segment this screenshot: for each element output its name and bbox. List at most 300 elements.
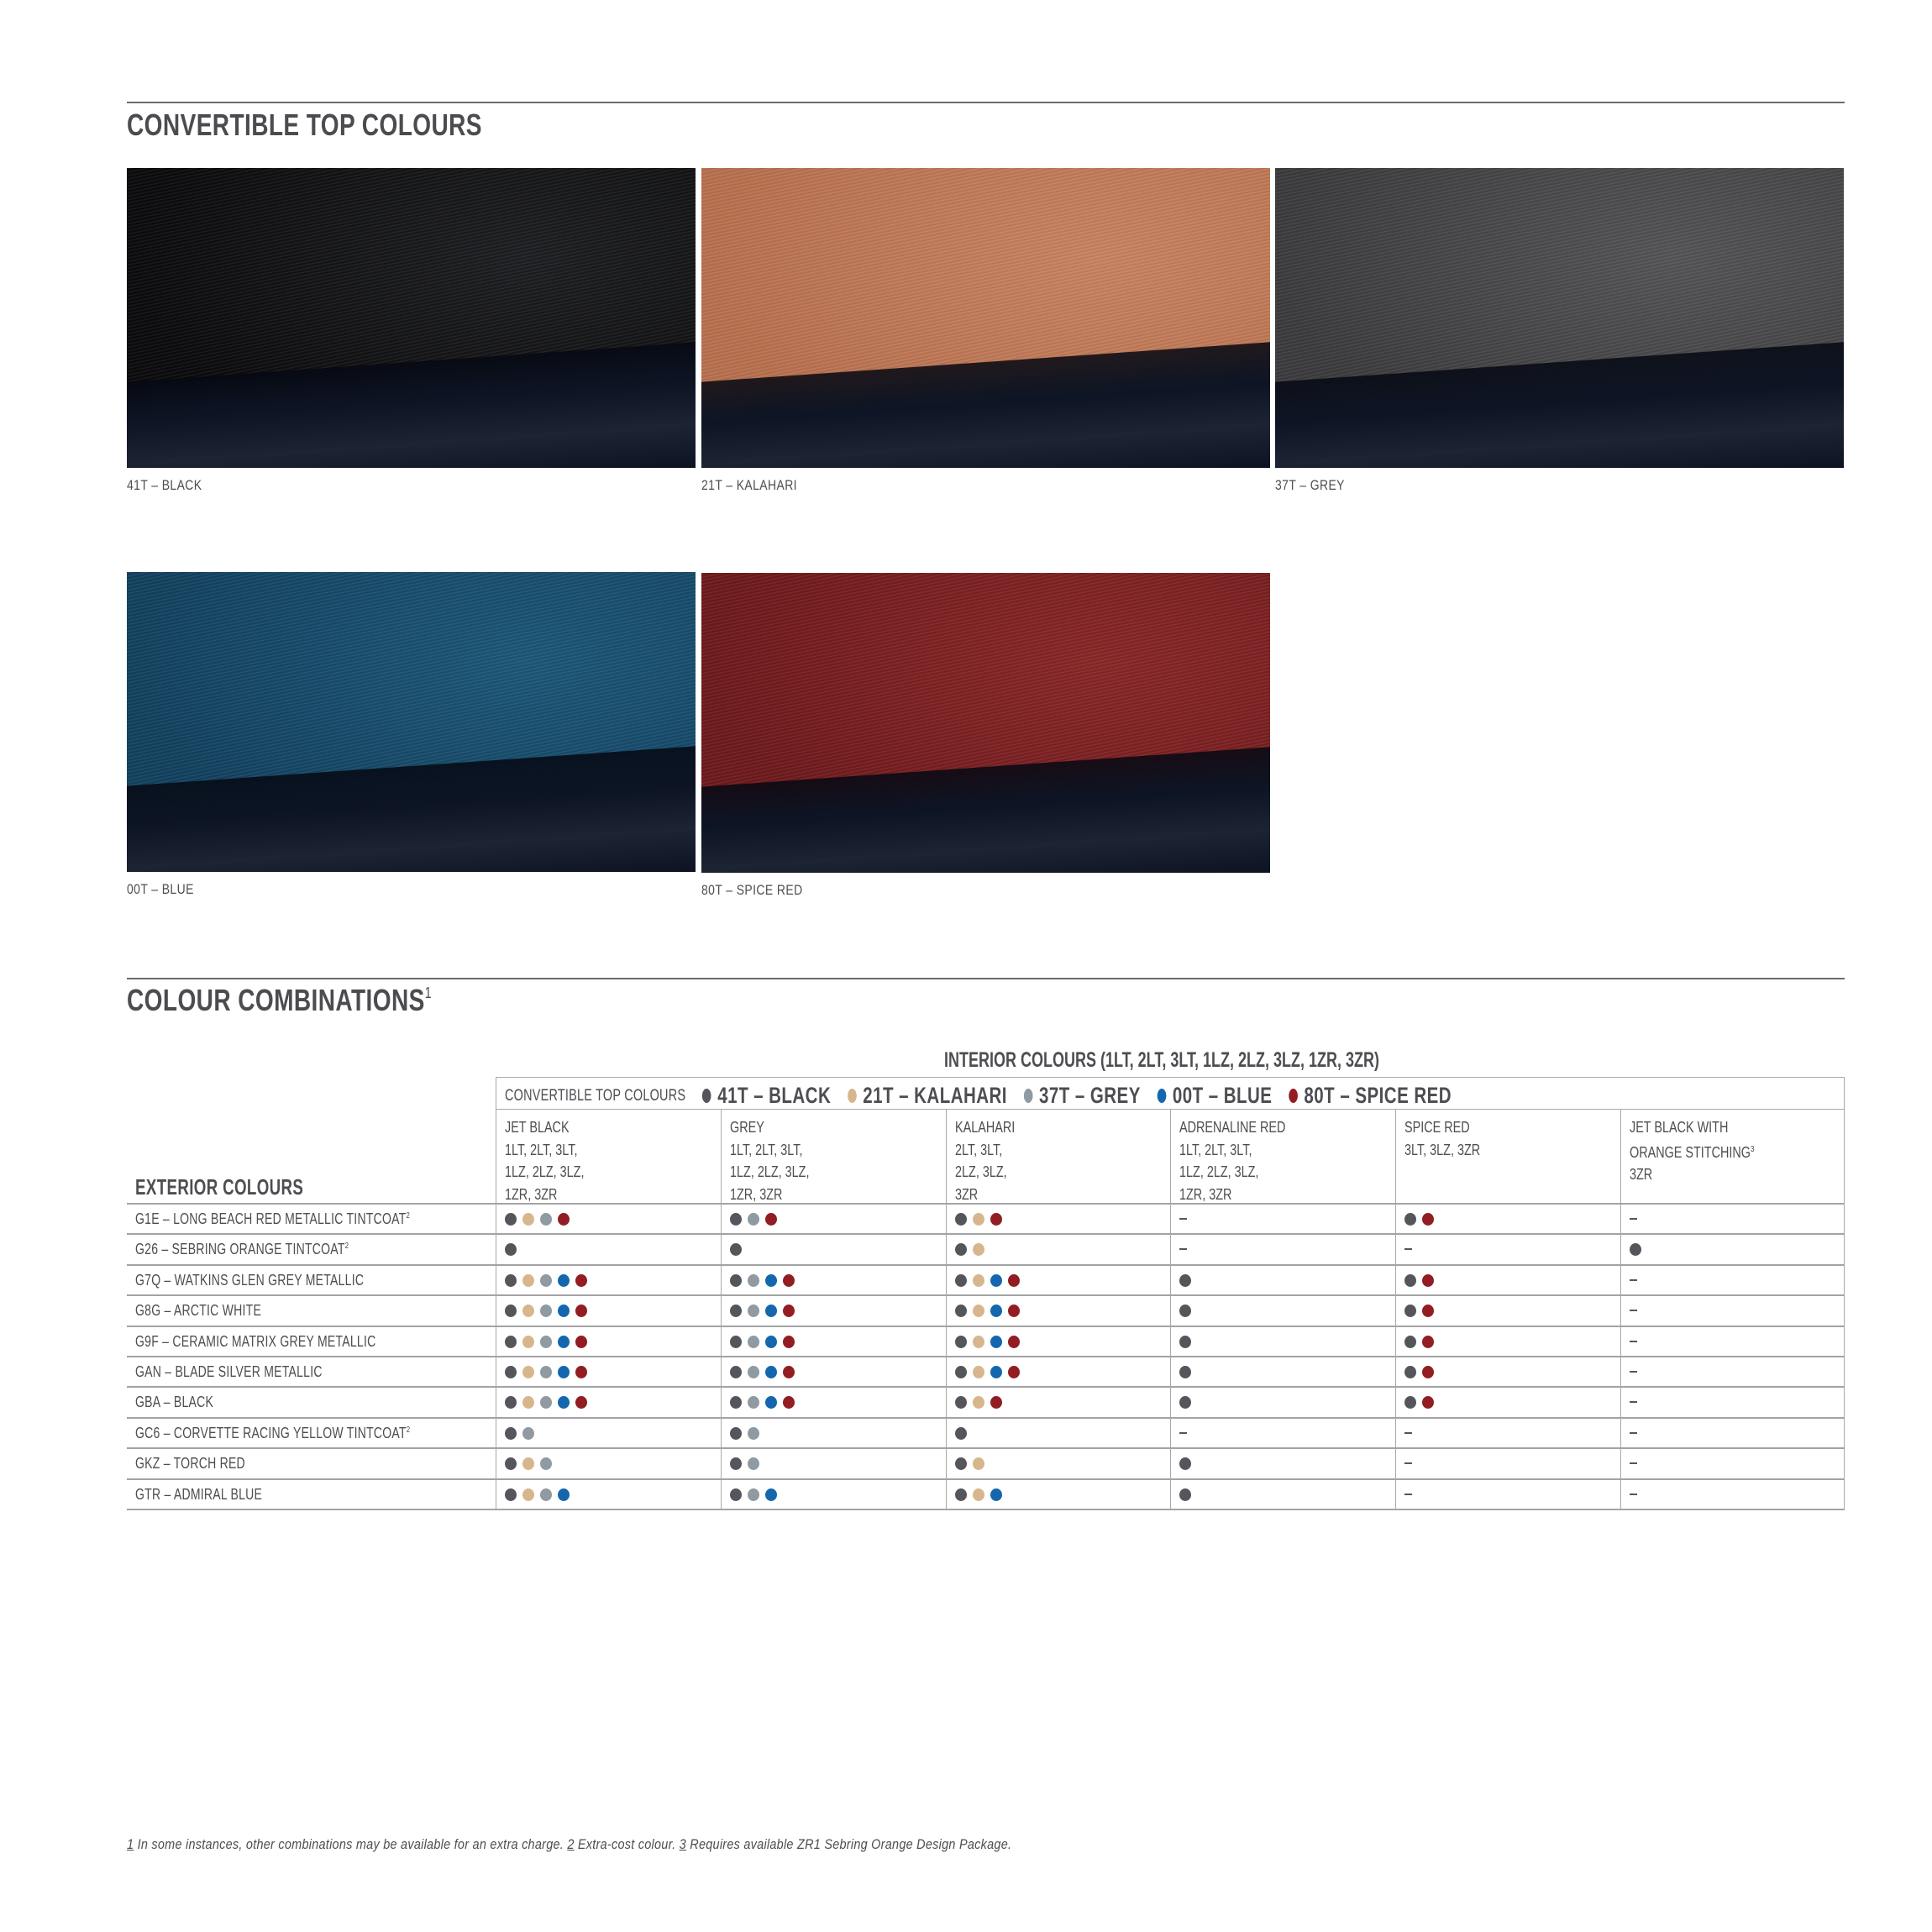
- available-top-colours: [955, 1336, 1020, 1348]
- color-dot-icon-red: [783, 1366, 795, 1378]
- color-dot-icon-black: [1404, 1396, 1416, 1409]
- color-dot-icon-grey: [540, 1213, 552, 1226]
- color-dot-icon-kalahari: [973, 1213, 984, 1226]
- exterior-colour-name: GBA – BLACK: [135, 1394, 214, 1411]
- not-available-dash-icon: [1404, 1494, 1412, 1495]
- exterior-colour-label: [135, 1241, 349, 1258]
- availability-cell: [1170, 1326, 1395, 1357]
- color-dot-icon: [1158, 1089, 1167, 1103]
- availability-cell: [496, 1295, 721, 1326]
- color-dot-icon-black: [505, 1213, 517, 1226]
- interior-trim-text: [1179, 1116, 1285, 1205]
- trim-codes: 3LT, 3LZ, 3ZR: [1404, 1141, 1481, 1158]
- trim-codes: 2LZ, 3LZ,: [955, 1163, 1007, 1180]
- exterior-colour-label: [135, 1394, 213, 1411]
- color-dot-icon-black: [955, 1243, 967, 1256]
- color-dot-icon-black: [1179, 1336, 1191, 1348]
- availability-cell: [1395, 1326, 1620, 1357]
- color-dot-icon-grey: [540, 1396, 552, 1409]
- available-top-colours: [1179, 1305, 1191, 1317]
- fabric-swatch-spice-red: [701, 573, 1270, 873]
- interior-name: GREY: [730, 1119, 764, 1136]
- color-dot-icon-red: [783, 1336, 795, 1348]
- trim-codes: 1ZR, 3ZR: [1179, 1185, 1232, 1203]
- trim-codes: 3ZR: [1630, 1166, 1653, 1183]
- not-available-dash-icon: [1630, 1401, 1637, 1403]
- legend-label: 00T – BLUE: [1172, 1083, 1273, 1108]
- available-top-colours: [730, 1457, 759, 1470]
- color-dot-icon-grey: [540, 1488, 552, 1501]
- availability-cell: [1395, 1418, 1620, 1448]
- table-row: [127, 1357, 1845, 1387]
- availability-cell: [721, 1387, 946, 1417]
- available-top-colours: [730, 1396, 795, 1409]
- trim-codes: 1LZ, 2LZ, 3LZ,: [730, 1163, 810, 1180]
- availability-cell: [946, 1326, 1170, 1357]
- color-dot-icon-kalahari: [522, 1488, 534, 1501]
- color-dot-icon-black: [730, 1305, 742, 1317]
- trim-codes: 1LZ, 2LZ, 3LZ,: [1179, 1163, 1259, 1180]
- color-dot-icon-kalahari: [973, 1243, 984, 1256]
- availability-cell: [496, 1265, 721, 1295]
- exterior-colour-label: [135, 1333, 375, 1351]
- availability-cell: [1395, 1387, 1620, 1417]
- color-dot-icon-black: [955, 1427, 967, 1440]
- color-dot-icon-black: [955, 1305, 967, 1317]
- color-dot-icon-black: [505, 1274, 517, 1287]
- swatch-label: 00T – BLUE: [127, 881, 194, 897]
- color-dot-icon-black: [1179, 1457, 1191, 1470]
- interior-name-line2-text: ORANGE STITCHING: [1630, 1143, 1751, 1161]
- exterior-colour-name: GKZ – TORCH RED: [135, 1455, 245, 1473]
- interior-column-header: [946, 1109, 1170, 1204]
- color-dot-icon-blue: [765, 1488, 777, 1501]
- legend-label: 41T – BLACK: [717, 1083, 832, 1108]
- color-dot-icon-black: [1179, 1366, 1191, 1378]
- available-top-colours: [955, 1213, 1002, 1226]
- not-available-dash-icon: [1630, 1494, 1637, 1495]
- availability-cell: [1395, 1204, 1620, 1234]
- interior-column-header: [1170, 1109, 1395, 1204]
- availability-cell: [1620, 1234, 1845, 1264]
- availability-cell: [1620, 1265, 1845, 1295]
- color-dot-icon-black: [955, 1274, 967, 1287]
- table-row: [127, 1326, 1845, 1357]
- color-dot-icon-black: [1179, 1305, 1191, 1317]
- color-dot-icon-blue: [990, 1336, 1002, 1348]
- availability-cell: [946, 1448, 1170, 1478]
- fabric-swatch-grey: [1275, 168, 1844, 468]
- not-available-dash-icon: [1630, 1432, 1637, 1434]
- availability-cell: [1170, 1357, 1395, 1387]
- swatch-label: 37T – GREY: [1275, 477, 1345, 493]
- footnote-ref-1: 1: [424, 984, 432, 1001]
- color-dot-icon-kalahari: [973, 1305, 984, 1317]
- color-dot-icon-kalahari: [522, 1274, 534, 1287]
- color-dot-icon-black: [505, 1366, 517, 1378]
- not-available-dash-icon: [1404, 1432, 1412, 1434]
- footnote-number: 1: [127, 1836, 134, 1852]
- available-top-colours: [955, 1305, 1020, 1317]
- color-dot-icon-grey: [748, 1396, 759, 1409]
- interior-name: ADRENALINE RED: [1179, 1119, 1286, 1136]
- available-top-colours: [955, 1243, 984, 1256]
- legend-item-red: [1289, 1083, 1452, 1109]
- not-available-dash-icon: [1404, 1462, 1412, 1464]
- color-dot-icon-red: [783, 1274, 795, 1287]
- availability-cell: [496, 1234, 721, 1264]
- color-dot-icon-red: [990, 1213, 1002, 1226]
- colour-combinations-title-text: COLOUR COMBINATIONS: [127, 983, 425, 1017]
- available-top-colours: [730, 1336, 795, 1348]
- availability-cell: [496, 1448, 721, 1478]
- available-top-colours: [1179, 1396, 1191, 1409]
- availability-cell: [1395, 1234, 1620, 1264]
- color-dot-icon-grey: [540, 1336, 552, 1348]
- available-top-colours: [730, 1243, 742, 1256]
- availability-cell: [1170, 1448, 1395, 1478]
- color-dot-icon-black: [505, 1488, 517, 1501]
- section-divider-combinations: [127, 978, 1845, 979]
- interior-column-header: [1395, 1109, 1620, 1204]
- footnote-text: In some instances, other combinations may be available for an extra charge.: [137, 1836, 564, 1852]
- color-dot-icon-grey: [748, 1488, 759, 1501]
- interior-name: KALAHARI: [955, 1119, 1016, 1136]
- color-dot-icon-blue: [990, 1488, 1002, 1501]
- available-top-colours: [1404, 1305, 1434, 1317]
- color-dot-icon-blue: [558, 1366, 570, 1378]
- available-top-colours: [730, 1488, 777, 1501]
- color-dot-icon-black: [1404, 1213, 1416, 1226]
- interior-name: SPICE RED: [1404, 1119, 1470, 1136]
- color-dot-icon-red: [783, 1305, 795, 1317]
- exterior-colour-name: GC6 – CORVETTE RACING YELLOW TINTCOAT: [135, 1424, 407, 1441]
- legend-label: 80T – SPICE RED: [1304, 1083, 1452, 1108]
- color-dot-icon-red: [575, 1336, 587, 1348]
- color-dot-icon-kalahari: [522, 1366, 534, 1378]
- color-dot-icon-red: [765, 1213, 777, 1226]
- color-dot-icon-blue: [765, 1305, 777, 1317]
- color-dot-icon-black: [730, 1366, 742, 1378]
- available-top-colours: [1179, 1488, 1191, 1501]
- availability-cell: [496, 1204, 721, 1234]
- color-dot-icon-grey: [540, 1305, 552, 1317]
- available-top-colours: [1404, 1213, 1434, 1226]
- interior-name: JET BLACK WITH: [1630, 1119, 1729, 1136]
- row-divider: [127, 1509, 1845, 1510]
- fabric-swatch-black: [127, 168, 696, 468]
- table-row: [127, 1387, 1845, 1417]
- availability-cell: [1170, 1234, 1395, 1264]
- color-dot-icon-black: [730, 1243, 742, 1256]
- availability-cell: [721, 1326, 946, 1357]
- available-top-colours: [730, 1274, 795, 1287]
- availability-cell: [1170, 1265, 1395, 1295]
- color-dot-icon-blue: [765, 1274, 777, 1287]
- interior-trim-text: [1404, 1116, 1480, 1161]
- availability-cell: [721, 1234, 946, 1264]
- exterior-colour-name: G7Q – WATKINS GLEN GREY METALLIC: [135, 1271, 365, 1289]
- color-dot-icon-red: [1422, 1305, 1434, 1317]
- exterior-colour-label: [135, 1363, 323, 1381]
- availability-cell: [1620, 1418, 1845, 1448]
- available-top-colours: [505, 1396, 587, 1409]
- exterior-colour-label: [135, 1455, 245, 1473]
- table-row: [127, 1295, 1845, 1326]
- availability-cell: [946, 1418, 1170, 1448]
- color-dot-icon-red: [575, 1305, 587, 1317]
- color-dot-icon-black: [505, 1243, 517, 1256]
- availability-cell: [496, 1418, 721, 1448]
- color-dot-icon-black: [955, 1336, 967, 1348]
- color-dot-icon-blue: [558, 1274, 570, 1287]
- color-dot-icon-red: [1008, 1366, 1020, 1378]
- availability-cell: [1395, 1479, 1620, 1509]
- trim-codes: 1ZR, 3ZR: [730, 1185, 783, 1203]
- exterior-colours-title: EXTERIOR COLOURS: [135, 1174, 304, 1200]
- convertible-top-colours-title: CONVERTIBLE TOP COLOURS: [127, 108, 482, 142]
- not-available-dash-icon: [1179, 1218, 1187, 1220]
- exterior-colour-label: [135, 1486, 262, 1504]
- legend-label: 21T – KALAHARI: [863, 1083, 1007, 1108]
- available-top-colours: [1179, 1274, 1191, 1287]
- footnote-ref-2: 2: [406, 1425, 411, 1435]
- exterior-colour-label: [135, 1302, 261, 1320]
- color-dot-icon: [1289, 1089, 1298, 1103]
- color-dot-icon-grey: [748, 1366, 759, 1378]
- availability-cell: [946, 1295, 1170, 1326]
- available-top-colours: [955, 1488, 1002, 1501]
- color-dot-icon-kalahari: [522, 1305, 534, 1317]
- availability-cell: [721, 1448, 946, 1478]
- color-dot-icon-grey: [748, 1213, 759, 1226]
- availability-cell: [1395, 1448, 1620, 1478]
- footnote-text: Requires available ZR1 Sebring Orange Design Package.: [690, 1836, 1012, 1852]
- color-dot-icon-black: [955, 1213, 967, 1226]
- legend-caption: CONVERTIBLE TOP COLOURS: [505, 1086, 686, 1105]
- fabric-swatch-kalahari: [701, 168, 1270, 468]
- color-dot-icon-black: [730, 1488, 742, 1501]
- table-row: [127, 1265, 1845, 1295]
- available-top-colours: [730, 1305, 795, 1317]
- color-dot-icon-kalahari: [973, 1488, 984, 1501]
- fabric-swatch-blue: [127, 572, 696, 872]
- color-dot-icon-black: [1630, 1243, 1641, 1256]
- interior-trim-text: [1630, 1116, 1754, 1186]
- swatch-label: 21T – KALAHARI: [701, 477, 797, 493]
- trim-codes: 2LT, 3LT,: [955, 1141, 1003, 1158]
- interior-column-header: [496, 1109, 721, 1204]
- availability-cell: [946, 1265, 1170, 1295]
- color-dot-icon-grey: [540, 1274, 552, 1287]
- availability-cell: [1395, 1357, 1620, 1387]
- available-top-colours: [505, 1213, 570, 1226]
- color-dot-icon-black: [730, 1396, 742, 1409]
- color-dot-icon-red: [1422, 1366, 1434, 1378]
- swatch-label: 80T – SPICE RED: [701, 882, 803, 898]
- availability-cell: [1620, 1357, 1845, 1387]
- availability-cell: [721, 1418, 946, 1448]
- exterior-colour-name: G9F – CERAMIC MATRIX GREY METALLIC: [135, 1332, 376, 1350]
- color-dot-icon-black: [955, 1488, 967, 1501]
- color-dot-icon-black: [730, 1457, 742, 1470]
- availability-cell: [1620, 1204, 1845, 1234]
- available-top-colours: [505, 1336, 587, 1348]
- legend-label: 37T – GREY: [1038, 1083, 1141, 1108]
- color-dot-icon-blue: [990, 1274, 1002, 1287]
- not-available-dash-icon: [1179, 1248, 1187, 1250]
- interior-trim-text: [505, 1116, 584, 1205]
- color-dot-icon-kalahari: [973, 1457, 984, 1470]
- availability-cell: [1395, 1265, 1620, 1295]
- not-available-dash-icon: [1630, 1341, 1637, 1342]
- available-top-colours: [955, 1427, 967, 1440]
- availability-cell: [946, 1234, 1170, 1264]
- color-dot-icon-black: [1404, 1366, 1416, 1378]
- interior-trim-text: [955, 1116, 1015, 1205]
- exterior-colour-label: [135, 1425, 410, 1442]
- available-top-colours: [1630, 1243, 1641, 1256]
- color-dot-icon-kalahari: [522, 1457, 534, 1470]
- availability-cell: [721, 1479, 946, 1509]
- color-dot-icon-red: [1008, 1336, 1020, 1348]
- color-dot-icon-red: [1422, 1396, 1434, 1409]
- color-dot-icon-black: [730, 1336, 742, 1348]
- footnote-text: Extra-cost colour.: [577, 1836, 676, 1852]
- availability-cell: [721, 1204, 946, 1234]
- color-dot-icon-red: [558, 1213, 570, 1226]
- footnote-number: 2: [567, 1836, 575, 1852]
- exterior-colour-name: GTR – ADMIRAL BLUE: [135, 1485, 263, 1503]
- available-top-colours: [955, 1274, 1020, 1287]
- color-dot-icon: [1024, 1089, 1033, 1103]
- color-dot-icon-grey: [748, 1274, 759, 1287]
- availability-cell: [1170, 1479, 1395, 1509]
- interior-name-line2: [1630, 1139, 1754, 1164]
- color-dot-icon-black: [1179, 1396, 1191, 1409]
- color-dot-icon-black: [1179, 1488, 1191, 1501]
- trim-codes: 3ZR: [955, 1185, 979, 1203]
- color-dot-icon-grey: [748, 1457, 759, 1470]
- available-top-colours: [505, 1366, 587, 1378]
- color-dot-icon-black: [1179, 1274, 1191, 1287]
- interior-column-header: [721, 1109, 946, 1204]
- not-available-dash-icon: [1630, 1279, 1637, 1281]
- not-available-dash-icon: [1630, 1371, 1637, 1373]
- not-available-dash-icon: [1404, 1248, 1412, 1250]
- availability-cell: [946, 1204, 1170, 1234]
- interior-name: JET BLACK: [505, 1119, 570, 1136]
- color-dot-icon-red: [783, 1396, 795, 1409]
- available-top-colours: [955, 1396, 1002, 1409]
- footnote-ref-3: 3: [1751, 1144, 1755, 1154]
- color-dot-icon-black: [505, 1396, 517, 1409]
- available-top-colours: [505, 1457, 552, 1470]
- available-top-colours: [1404, 1274, 1434, 1287]
- color-dot-icon: [702, 1089, 711, 1103]
- color-dot-icon-black: [955, 1396, 967, 1409]
- table-row: [127, 1234, 1845, 1264]
- color-dot-icon-kalahari: [522, 1213, 534, 1226]
- convertible-top-legend: [496, 1077, 1845, 1109]
- trim-codes: 1LT, 2LT, 3LT,: [730, 1141, 803, 1158]
- interior-colours-title: INTERIOR COLOURS (1LT, 2LT, 3LT, 1LZ, 2LZ, 3LZ, 1ZR, 3ZR): [944, 1048, 1380, 1072]
- available-top-colours: [1404, 1396, 1434, 1409]
- availability-cell: [1395, 1295, 1620, 1326]
- available-top-colours: [955, 1457, 984, 1470]
- color-dot-icon-grey: [522, 1427, 534, 1440]
- interior-column-header: [1620, 1109, 1845, 1204]
- color-dot-icon-blue: [990, 1366, 1002, 1378]
- color-dot-icon-red: [1422, 1213, 1434, 1226]
- available-top-colours: [505, 1488, 570, 1501]
- color-dot-icon-kalahari: [522, 1336, 534, 1348]
- color-dot-icon-blue: [558, 1305, 570, 1317]
- available-top-colours: [505, 1243, 517, 1256]
- color-dot-icon-black: [730, 1427, 742, 1440]
- color-dot-icon-black: [505, 1457, 517, 1470]
- color-dot-icon-grey: [540, 1366, 552, 1378]
- available-top-colours: [1179, 1336, 1191, 1348]
- availability-cell: [496, 1479, 721, 1509]
- color-dot-icon-black: [505, 1305, 517, 1317]
- available-top-colours: [1179, 1457, 1191, 1470]
- availability-cell: [721, 1265, 946, 1295]
- trim-codes: 1LT, 2LT, 3LT,: [505, 1141, 578, 1158]
- footnote-number: 3: [679, 1836, 686, 1852]
- available-top-colours: [955, 1366, 1020, 1378]
- available-top-colours: [730, 1427, 759, 1440]
- color-dot-icon-kalahari: [973, 1336, 984, 1348]
- color-dot-icon-black: [955, 1457, 967, 1470]
- table-row: [127, 1448, 1845, 1478]
- footnotes: [127, 1836, 1011, 1853]
- color-dot-icon-blue: [990, 1305, 1002, 1317]
- available-top-colours: [730, 1366, 795, 1378]
- legend-item-blue: [1158, 1083, 1273, 1109]
- color-dot-icon: [848, 1089, 857, 1103]
- legend-item-black: [702, 1083, 831, 1109]
- availability-cell: [721, 1295, 946, 1326]
- swatch-label: 41T – BLACK: [127, 477, 202, 493]
- color-dot-icon-blue: [558, 1396, 570, 1409]
- trim-codes: 1LZ, 2LZ, 3LZ,: [505, 1163, 585, 1180]
- color-dot-icon-blue: [558, 1488, 570, 1501]
- available-top-colours: [505, 1274, 587, 1287]
- table-row: [127, 1204, 1845, 1234]
- colour-combinations-title: [127, 983, 432, 1018]
- color-dot-icon-grey: [748, 1427, 759, 1440]
- trim-codes: 1LT, 2LT, 3LT,: [1179, 1141, 1252, 1158]
- availability-cell: [1620, 1448, 1845, 1478]
- color-dot-icon-kalahari: [973, 1366, 984, 1378]
- available-top-colours: [730, 1213, 777, 1226]
- trim-codes: 1ZR, 3ZR: [505, 1185, 558, 1203]
- color-dot-icon-kalahari: [973, 1274, 984, 1287]
- color-dot-icon-blue: [765, 1336, 777, 1348]
- availability-cell: [721, 1357, 946, 1387]
- availability-cell: [1620, 1326, 1845, 1357]
- color-dot-icon-black: [730, 1274, 742, 1287]
- color-dot-icon-black: [1404, 1305, 1416, 1317]
- available-top-colours: [1404, 1366, 1434, 1378]
- availability-cell: [1620, 1479, 1845, 1509]
- color-dot-icon-grey: [748, 1336, 759, 1348]
- color-dot-icon-red: [1008, 1305, 1020, 1317]
- exterior-colour-label: [135, 1272, 364, 1289]
- color-dot-icon-red: [1422, 1336, 1434, 1348]
- color-dot-icon-black: [1404, 1336, 1416, 1348]
